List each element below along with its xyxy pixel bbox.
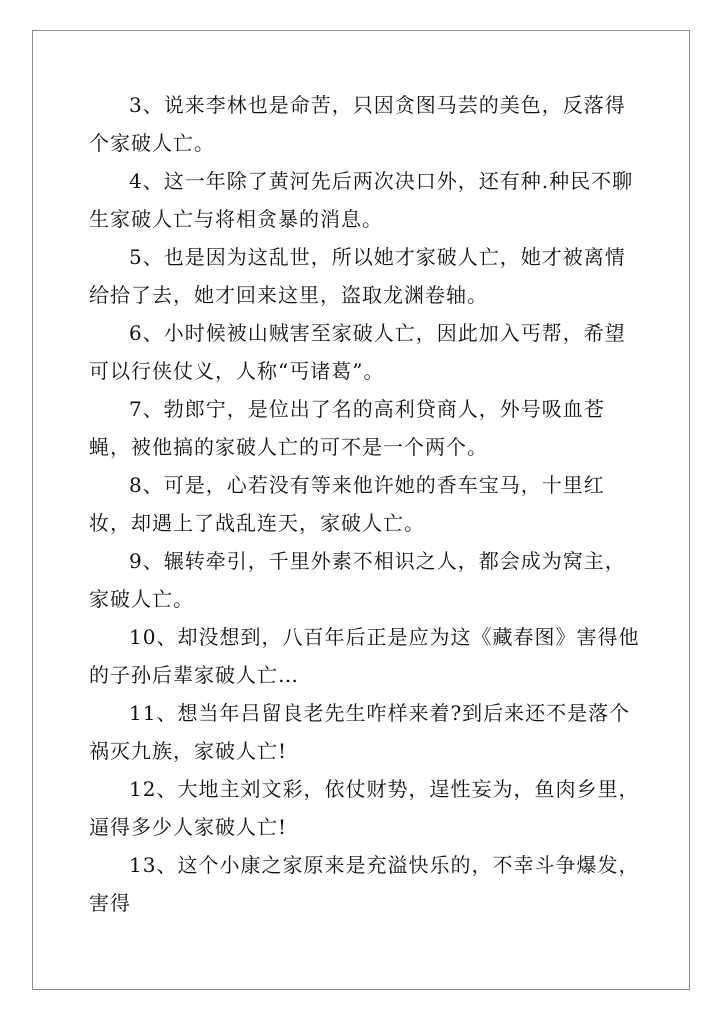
paragraph-4: 4、这一年除了黄河先后两次决口外，还有种.种民不聊生家破人亡与将相贪暴的消息。 xyxy=(89,169,634,231)
paragraph-12: 12、大地主刘文彩，依仗财势，逞性妄为，鱼肉乡里，逼得多少人家破人亡! xyxy=(89,777,640,839)
paragraph-7: 7、勃郎宁，是位出了名的高利贷商人，外号吸血苍蝇，被他搞的家破人亡的可不是一个两个。 xyxy=(89,397,605,459)
paragraph-13: 13、这个小康之家原来是充溢快乐的，不幸斗争爆发，害得 xyxy=(89,853,640,915)
paragraph-6: 6、小时候被山贼害至家破人亡，因此加入丐帮，希望可以行侠仗义，人称“丐诸葛”。 xyxy=(89,321,626,383)
paragraph-8: 8、可是，心若没有等来他许她的香车宝马，十里红妆，却遇上了战乱连天，家破人亡。 xyxy=(89,473,605,535)
document-body xyxy=(89,86,641,922)
paragraph-5: 5、也是因为这乱世，所以她才家破人亡，她才被离情给拾了去，她才回来这里，盗取龙渊卷轴。 xyxy=(89,245,626,307)
paragraph-11: 11、想当年吕留良老先生咋样来着?到后来还不是落个祸灭九族，家破人亡! xyxy=(89,701,631,763)
paragraph-3: 3、说来李林也是命苦，只因贪图马芸的美色，反落得个家破人亡。 xyxy=(89,93,626,155)
paragraph-9: 9、辗转牵引，千里外素不相识之人，都会成为窝主，家破人亡。 xyxy=(89,549,626,611)
paragraph-10: 10、却没想到，八百年后正是应为这《藏春图》害得他的子孙后辈家破人亡… xyxy=(89,625,640,687)
